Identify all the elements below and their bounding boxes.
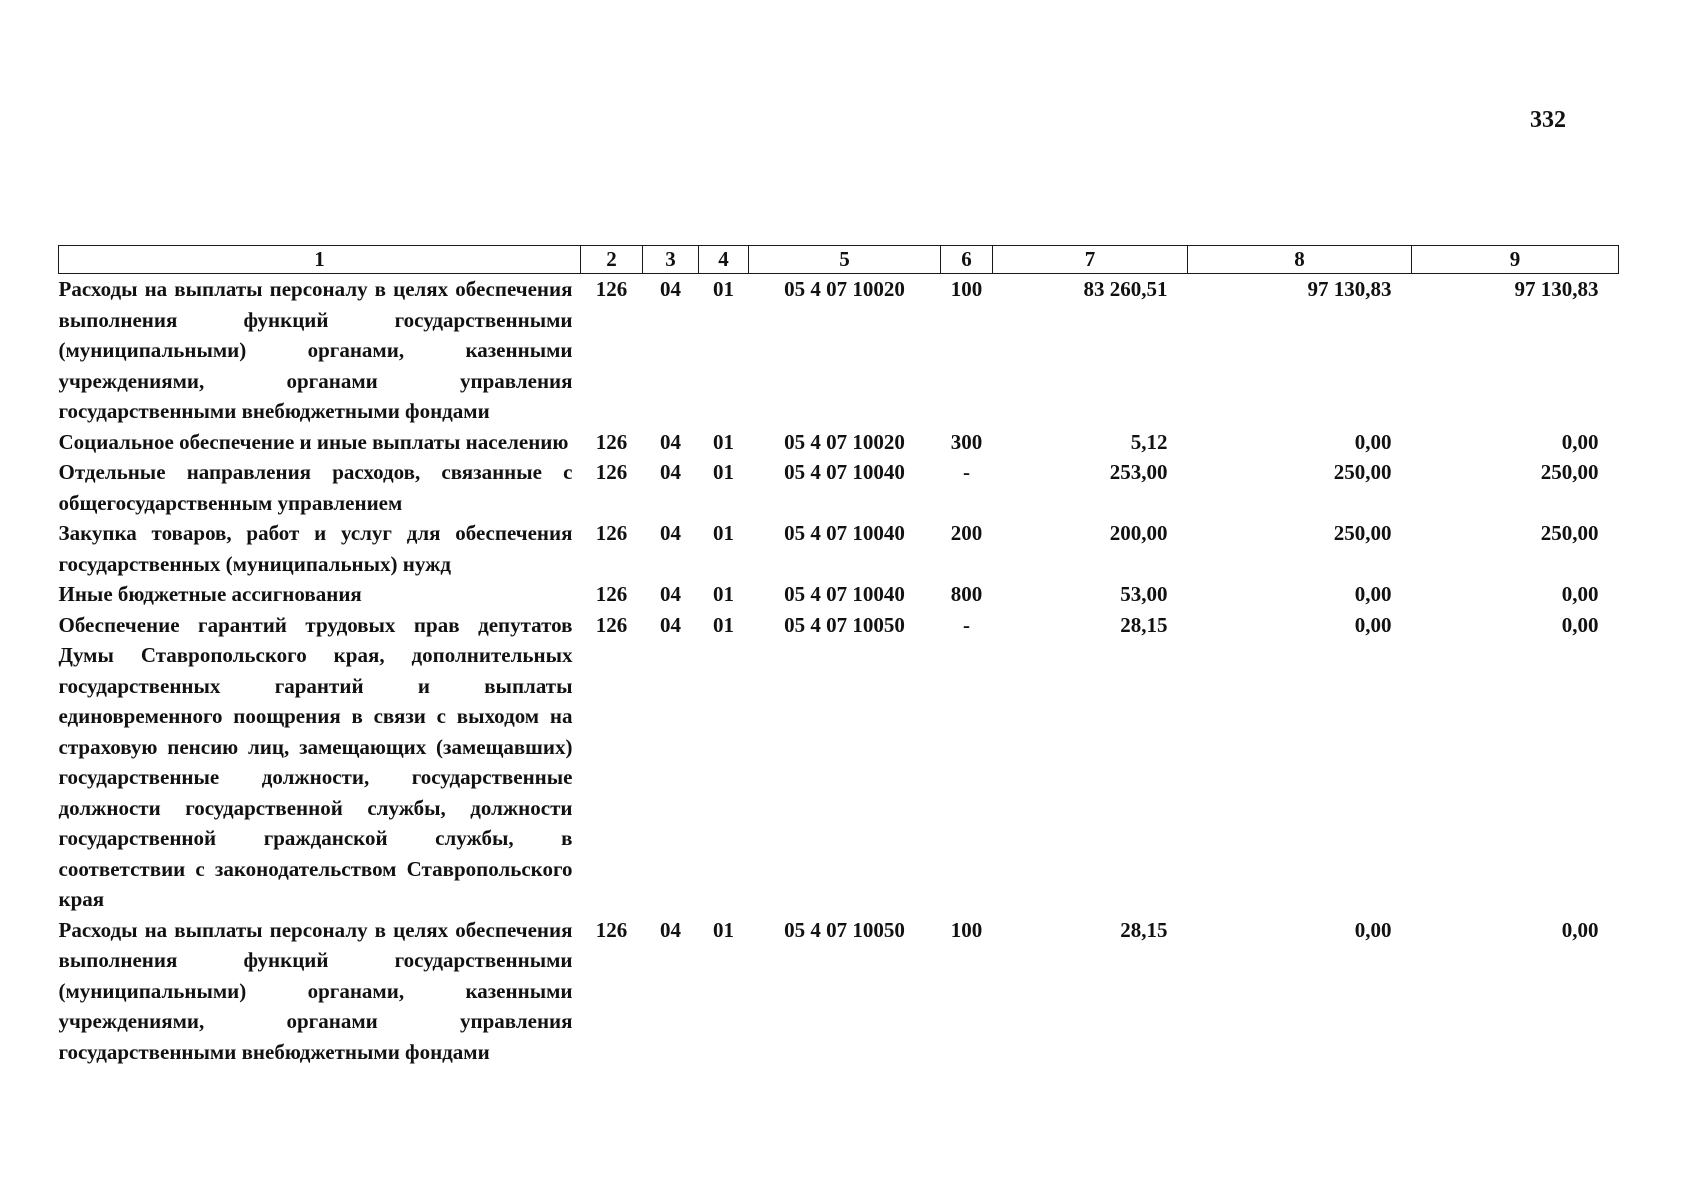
amount-col-8: 0,00 [1354, 612, 1392, 637]
table-row [59, 610, 1619, 915]
table-header [59, 246, 1619, 274]
subsection-code: 01 [713, 460, 734, 484]
amount-col-7: 28,15 [1120, 917, 1168, 942]
target-article-code: 05 4 07 10040 [784, 460, 905, 484]
expense-name: Расходы на выплаты персоналу в целях обеспечения выполнения функций государственными (муниципальными) органами, казенными учреждениями, органами управления государственными внебюджетными фондами [58, 277, 573, 423]
subsection-code: 01 [713, 277, 734, 301]
table-body [59, 274, 1619, 1068]
expense-type-code: - [963, 612, 970, 637]
header-col-1: 1 [59, 246, 581, 274]
ministry-code: 126 [595, 521, 628, 545]
section-code: 04 [660, 460, 681, 484]
amount-col-8: 0,00 [1354, 917, 1392, 942]
table-row [59, 518, 1619, 579]
expense-type-code: 800 [950, 582, 983, 606]
target-article-code: 05 4 07 10050 [784, 612, 905, 637]
amount-col-8: 250,00 [1333, 460, 1392, 484]
amount-col-7: 5,12 [1130, 429, 1168, 454]
expense-type-code: 100 [950, 277, 983, 301]
table-row [59, 457, 1619, 518]
ministry-code: 126 [595, 612, 628, 637]
section-code: 04 [660, 277, 681, 301]
amount-col-9: 0,00 [1561, 917, 1599, 942]
header-row [59, 246, 1619, 274]
amount-col-7: 253,00 [1109, 460, 1168, 484]
header-col-4: 4 [699, 246, 749, 274]
expense-name: Социальное обеспечение и иные выплаты населению [58, 429, 569, 454]
expense-type-code: - [963, 460, 970, 484]
amount-col-8: 0,00 [1354, 429, 1392, 454]
amount-col-9: 97 130,83 [1514, 277, 1599, 301]
target-article-code: 05 4 07 10040 [784, 521, 905, 545]
header-col-8: 8 [1188, 246, 1412, 274]
ministry-code: 126 [595, 582, 628, 606]
table-row [59, 274, 1619, 427]
expense-name: Расходы на выплаты персоналу в целях обеспечения выполнения функций государственными (муниципальными) органами, казенными учреждениями, органами управления государственными внебюджетными фондами [58, 917, 573, 1064]
ministry-code: 126 [595, 917, 628, 942]
expense-name: Закупка товаров, работ и услуг для обеспечения государственных (муниципальных) нужд [58, 521, 573, 576]
section-code: 04 [660, 612, 681, 637]
amount-col-9: 0,00 [1561, 612, 1599, 637]
expense-name: Иные бюджетные ассигнования [58, 582, 362, 606]
header-col-3: 3 [643, 246, 699, 274]
ministry-code: 126 [595, 429, 628, 454]
amount-col-8: 0,00 [1354, 582, 1392, 606]
budget-table [58, 245, 1619, 1067]
table-row [59, 427, 1619, 458]
subsection-code: 01 [713, 582, 734, 606]
amount-col-7: 83 260,51 [1083, 277, 1168, 301]
target-article-code: 05 4 07 10020 [784, 277, 905, 301]
table-row [59, 579, 1619, 610]
amount-col-7: 53,00 [1120, 582, 1168, 606]
ministry-code: 126 [595, 277, 628, 301]
section-code: 04 [660, 582, 681, 606]
amount-col-8: 250,00 [1333, 521, 1392, 545]
subsection-code: 01 [713, 429, 734, 454]
section-code: 04 [660, 521, 681, 545]
expense-name: Отдельные направления расходов, связанные с общегосударственным управлением [58, 460, 573, 515]
amount-col-7: 28,15 [1120, 612, 1168, 637]
header-col-9: 9 [1412, 246, 1619, 274]
page-number: 332 [1530, 107, 1566, 133]
amount-col-9: 0,00 [1561, 429, 1599, 454]
subsection-code: 01 [713, 917, 734, 942]
table-row [59, 915, 1619, 1068]
header-col-2: 2 [581, 246, 643, 274]
expense-type-code: 100 [950, 917, 983, 942]
amount-col-9: 250,00 [1540, 460, 1599, 484]
expense-name: Обеспечение гарантий трудовых прав депутатов Думы Ставропольского края, дополнительных государственных гарантий и выплаты единовременного поощрения в связи с выходом на страховую пенсию лиц, замещающих (замещавших) государственные должности, государственные должности государственной службы, должности государственной гражданской службы, в соответствии с законодательством Ставропольского края [58, 612, 573, 911]
amount-col-9: 250,00 [1540, 521, 1599, 545]
section-code: 04 [660, 917, 681, 942]
expense-type-code: 200 [950, 521, 983, 545]
ministry-code: 126 [595, 460, 628, 484]
amount-col-9: 0,00 [1561, 582, 1599, 606]
header-col-5: 5 [749, 246, 941, 274]
subsection-code: 01 [713, 612, 734, 637]
target-article-code: 05 4 07 10020 [784, 429, 905, 454]
header-col-7: 7 [993, 246, 1188, 274]
amount-col-8: 97 130,83 [1307, 277, 1392, 301]
amount-col-7: 200,00 [1109, 521, 1168, 545]
header-col-6: 6 [941, 246, 993, 274]
target-article-code: 05 4 07 10050 [784, 917, 905, 942]
target-article-code: 05 4 07 10040 [784, 582, 905, 606]
expense-type-code: 300 [950, 429, 983, 454]
subsection-code: 01 [713, 521, 734, 545]
section-code: 04 [660, 429, 681, 454]
